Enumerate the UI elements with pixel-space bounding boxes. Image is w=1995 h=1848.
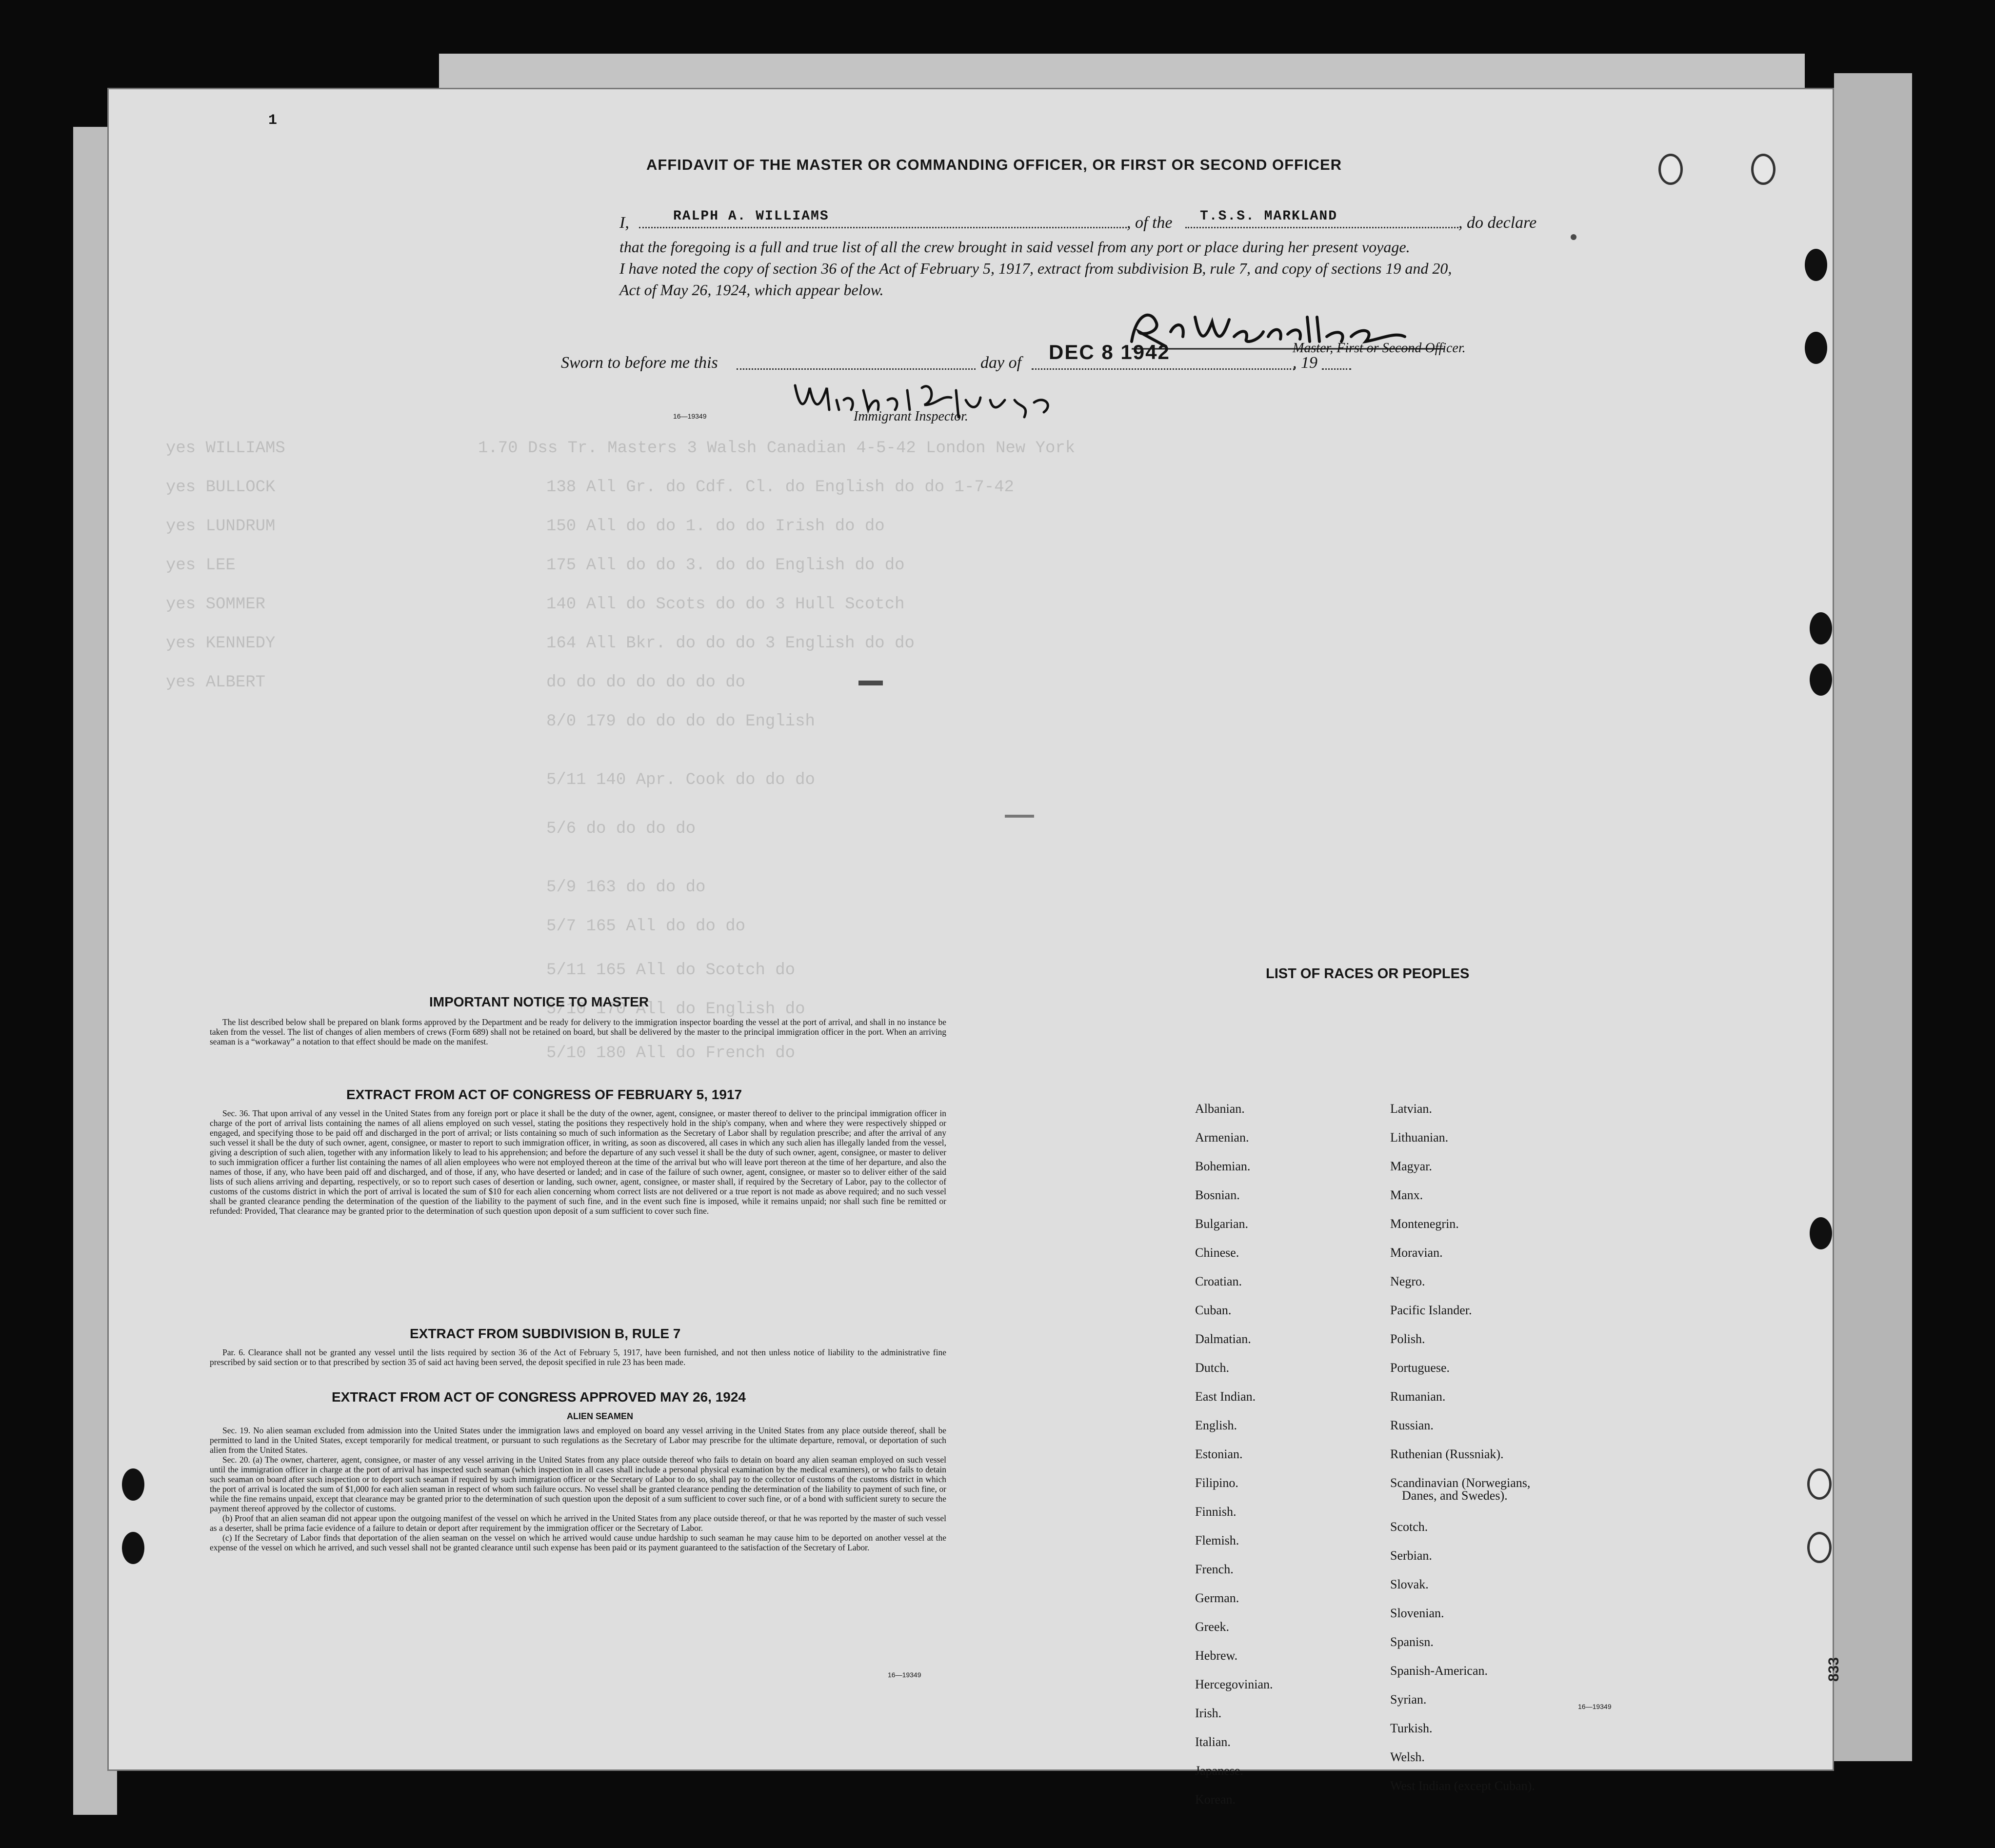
declaration-line-2: I have noted the copy of section 36 of the Act of February 5, 1917, extract from subdivision B, rule 7, and copy of sections 19 and 20, [619,260,1452,277]
vessel-name: T.S.S. MARKLAND [1200,209,1338,224]
race-item: Spanish-American. [1390,1664,1488,1678]
race-item: Hebrew. [1195,1648,1238,1663]
race-item: Flemish. [1195,1533,1239,1547]
do-declare-label: , do declare [1458,214,1537,232]
date-stamp: DEC 8 1942 [1049,341,1170,363]
race-item: Filipino. [1195,1476,1238,1490]
race-item: Lithuanian. [1390,1130,1449,1145]
year-prefix: , 19 [1293,354,1317,372]
race-item: Italian. [1195,1735,1231,1749]
extract-rule7-title: EXTRACT FROM SUBDIVISION B, RULE 7 [410,1326,681,1341]
extract-1917-title: EXTRACT FROM ACT OF CONGRESS OF FEBRUARY 5, 1917 [346,1087,742,1102]
races-column-1 [1195,1103,1273,1822]
sec-20b-paragraph: (b) Proof that an alien seaman did not appear upon the outgoing manifest of the vessel on which he arrived in the United States from any place outside thereof, or that he was reported by the master of such vessel as a deserter, shall be prima facie evidence of a failure to detain or deport after requirement by the immigration officer or the Secretary of Labor. [210,1513,946,1533]
race-item: Welsh. [1390,1750,1425,1764]
race-item: Albanian. [1195,1102,1245,1116]
declaration-line-3: Act of May 26, 1924, which appear below. [619,281,884,299]
binder-hole [1810,1217,1832,1249]
race-item: Estonian. [1195,1447,1243,1461]
binder-hole [122,1532,144,1564]
race-item: Dutch. [1195,1361,1230,1375]
binder-hole [1805,249,1827,281]
race-item: Bosnian. [1195,1188,1240,1202]
binder-hole-top-right [1751,154,1776,185]
scan-mark [858,681,883,685]
race-item: Greek. [1195,1620,1230,1634]
corner-mark: 1 [268,112,279,129]
race-item: Korean. [1195,1792,1236,1807]
sworn-year-line [1322,368,1351,370]
race-item: Negro. [1390,1274,1425,1288]
extract-1924-title: EXTRACT FROM ACT OF CONGRESS APPROVED MAY 26, 1924 [332,1389,746,1405]
races-column-2 [1390,1103,1535,1808]
race-item-continuation: Danes, and Swedes). [1402,1488,1508,1503]
race-item: French. [1195,1562,1234,1576]
manifest-page: 1.70 Dss Tr. Masters 3 Walsh Canadian 4-5-42 London New York 138 All Gr. do Cdf. Cl. do English do do 1-7-42 150 All do do 1. do do Irish do do 175 All do do 3. do do English do do 140 All do Scots do do 3 Hull Scotch 164 All Bkr. do do do 3 English do do do do do do do do do 8/0 179 do do do do English 5/11 140 Apr. Cook do do do 5/6 do do do do 5/9 163 do do do 5/7 165 All do do do 5/11 165 All do Scotch do 5/10 170 All do English do 5/10 180 All do French do yes WILLIAMS yes BULLOCK yes LUNDRUM yes LEE yes SOMMER yes KENNEDY yes ALBERT 1 AFFIDAVIT OF THE MASTER OR COMMANDING OFFICER, OR FIRST OR SECOND OFFICER I, RALPH A. WILLIAMS , of the T.S.S. MARKLAND , do declare that the foregoing is a full and true list of all the crew brought in said vessel from any port or place during her present voyage. I have noted the copy of section 36 of the Act of February 5, 1917, extract from subdivision B, rule 7, and copy of sections 19 and 20, Act of May 26, 1924, which appear below. Master, First or Second Officer. Sworn to before me this day of DEC 8 1942 , 19 16—19349 Immigrant Inspector. IMPORTANT NOTICE TO MASTER The list described below shall be prepared on blank forms approved by the Department and be ready for delivery to the immigration inspector boarding the vessel at the port of arrival, and shall in no instance be taken from the vessel. The list of changes of alien members of crews (Form 689) shall not be retained on board, but shall be delivered by the master to the principal immigration officer in the port. When an arriving seaman is a “workaway” a notation to that effect should be made on the manifest. EXTRACT FROM ACT OF CONGRESS OF FEBRUARY 5, 1917 Sec. 36. That upon arrival of any vessel in the United States from any foreign port or place it shall be the duty of the owner, agent, consignee, or master thereof to deliver to the principal immigration officer in charge of the port of arrival lists containing the names of all aliens employed on such vessel, stating the positions they respectively hold in the ship's company, when and where they were respectively shipped or engaged, and specifying those to be paid off and discharged in the port of arrival; or lists containing so much of such information as the Secretary of Labor shall by regulation prescribe; and after the arrival of any such vessel it shall be the duty of such owner, agent, consignee, or master to report to such immigration officer, in writing, as soon as discovered, all cases in which any such alien has illegally landed from the vessel, giving a description of such alien, together with any information likely to lead to his apprehension; and before the departure of any such vessel it shall be the duty of such owner, agent, consignee, or master to deliver to such immigration officer a further list containing the names of all alien employees who were not employed thereon at the time of the arrival but who will leave port thereon at the time of her departure, and also the names of those, if any, who have been paid off and discharged, and of those, if any, who have deserted or landed; and in case of the failure of such owner, agent, consignee, or master so to deliver either of the said lists of such aliens arriving and departing, respectively, or so to report such cases of desertion or landing, such owner, agent, consignee, or master shall, if required by the Secretary of Labor, pay to the collector of customs of the customs district in which the port of arrival is located the sum of $10 for each alien concerning whom correct lists are not delivered or a true report is not made as above required; and no such vessel shall be granted clearance pending the determination of the question of the liability to the payment of such fine, and in the event such fine is imposed, while it remains unpaid; nor shall such fine be remitted or refunded: Provided, That clearance may be granted prior to the determination of such question upon deposit of a sum sufficient to cover such fine. EXTRACT FROM SUBDIVISION B, RULE 7 Par. 6. Clearance shall not be granted any vessel until the lists required by section 36 of the Act of February 5, 1917, have been furnished, and not then unless notice of liability to the administrative fine prescribed by said section or to that prescribed by section 35 of said act having been served, the deposit specified in rule 23 has been made. EXTRACT FROM ACT OF CONGRESS APPROVED MAY 26, 1924 ALIEN SEAMEN Sec. 19. No alien seaman excluded from admission into the United States under the immigration laws and employed on board any vessel arriving in the United States from any place outside thereof, shall be permitted to land in the United States, except temporarily for medical treatment, or pursuant to such regulations as the Secretary of Labor may prescribe for the ultimate departure, removal, or deportation of such alien from the United States. Sec. 20. (a) The owner, charterer, agent, consignee, or master of any vessel arriving in the United States from any place outside thereof who fails to detain on board any alien seaman employed on such vessel until the immigration officer in charge at the port of arrival has inspected such seaman (which inspection in all cases shall include a personal physical examination by the medical examiners), or who fails to detain such seaman on board after such inspection or to deport such seaman if required by such immigration officer or the Secretary of Labor to do so, shall pay to the collector of customs of the customs district in which the port of arrival is located the sum of $1,000 for each alien seaman in respect of whom such failure occurs. No vessel shall be granted clearance pending the determination of the liability to payment of such fine, or while the fine remains unpaid, except that clearance may be granted prior to the determination of such question upon the deposit of a sum sufficient to cover such fine, or of a bond with sufficient surety to secure the payment thereof approved by the collector of customs. (b) Proof that an alien seaman did not appear upon the outgoing manifest of the vessel on which he arrived in the United States from any place outside thereof, or that he was reported by the master of such vessel as a deserter, shall be prima facie evidence of a failure to detain or deport after requirement by the immigration officer or the Secretary of Labor. (c) If the Secretary of Labor finds that deportation of the alien seaman on the vessel on which he arrived would cause undue hardship to such seaman he may cause him to be deported on another vessel at the expense of the vessel on which he arrived, and such vessel shall not be granted clearance until such expense has been paid or its payment guaranteed to the satisfaction of the Secretary of Labor. 16—19349 LIST OF RACES OR PEOPLES Albanian. Armenian. Bohemian. Bosnian. Bulgarian. Chinese. Croatian. Cuban. Dalmatian. Dutch. East Indian. English. Estonian. Filipino. Finnish. Flemish. French. German. Greek. Hebrew. Hercegovinian. Irish. Italian. Japanese. Korean. Latvian. Lithuanian. Magyar. Manx. Montenegrin. Moravian. Negro. Pacific Islander. Polish. Portuguese. Rumanian. Russian. Ruthenian (Russniak). Scandinavian (Norwegians, Danes, and Swedes). Scotch. Serbian. Slovak. Slovenian. Spanisn. Spanish-American. Syrian. Turkish. Welsh. West Indian (except Cuban). 16—19349 [107,88,1834,1771]
binder-hole [1805,332,1827,364]
race-item: Serbian. [1390,1548,1432,1563]
master-name-line [639,227,1127,228]
notice-paragraph: The list described below shall be prepared on blank forms approved by the Department and be ready for delivery to the immigration inspector boarding the vessel at the port of arrival, and shall in no instance be taken from the vessel. The list of changes of alien members of crews (Form 689) shall not be retained on board, but shall be delivered by the master to the principal immigration officer in the port. When an arriving seaman is a “workaway” a notation to that effect should be made on the manifest. [210,1017,946,1046]
extract-1924-text [210,1426,946,1552]
race-item: Latvian. [1390,1102,1432,1116]
sec-20a-paragraph: Sec. 20. (a) The owner, charterer, agent, consignee, or master of any vessel arriving in the United States from any place outside thereof who fails to detain on board any alien seaman employed on such vessel until the immigration officer in charge at the port of arrival has inspected such seaman (which inspection in all cases shall include a personal physical examination by the medical examiners), or who fails to detain such seaman on board after such inspection or to deport such seaman if required by such immigration officer or the Secretary of Labor to do so, shall pay to the collector of customs of the customs district in which the port of arrival is located the sum of $1,000 for each alien seaman in respect of whom such failure occurs. No vessel shall be granted clearance pending the determination of the liability to payment of such fine, or while the fine remains unpaid, except that clearance may be granted prior to the determination of such question upon the deposit of a sum sufficient to cover such fine, or of a bond with sufficient surety to secure the payment thereof approved by the collector of customs. [210,1455,946,1513]
race-item: Dalmatian. [1195,1332,1251,1346]
race-item: Portuguese. [1390,1361,1450,1375]
declaration-line-1: that the foregoing is a full and true list of all the crew brought in said vessel from any port or place during her present voyage. [619,238,1410,256]
sec-20c-paragraph: (c) If the Secretary of Labor finds that deportation of the alien seaman on the vessel on which he arrived would cause undue hardship to such seaman he may cause him to be deported on another vessel at the expense of the vessel on which he arrived, and such vessel shall not be granted clearance until such expense has been paid or its payment guaranteed to the satisfaction of the Secretary of Labor. [210,1533,946,1552]
race-item: Polish. [1390,1332,1425,1346]
of-the-label: , of the [1127,214,1173,232]
vessel-name-line [1185,227,1458,228]
race-item: Slovak. [1390,1577,1429,1591]
scan-mark [1571,234,1576,240]
underlying-sheet-right [1834,73,1912,1761]
sec-19-paragraph: Sec. 19. No alien seaman excluded from admission into the United States under the immigration laws and employed on board any vessel arriving in the United States from any place outside thereof, shall be permitted to land in the United States, except temporarily for medical treatment, or pursuant to such regulations as the Secretary of Labor may prescribe for the ultimate departure, removal, or deportation of such alien from the United States. [210,1426,946,1455]
binder-hole [122,1468,144,1501]
affidavit-i-label: I, [619,214,629,232]
race-item: Armenian. [1195,1130,1249,1145]
scan-mark [1005,815,1034,818]
race-item: Croatian. [1195,1274,1242,1288]
inspector-caption: Immigrant Inspector. [854,409,968,424]
race-item: Montenegrin. [1390,1217,1459,1231]
race-item: Syrian. [1390,1692,1427,1707]
master-name: RALPH A. WILLIAMS [673,209,829,224]
extract-rule7-text [210,1347,946,1367]
race-item: Manx. [1390,1188,1423,1202]
binder-hole [1810,612,1832,644]
race-item: Chinese. [1195,1245,1239,1260]
notice-text [210,1017,946,1046]
race-item: Slovenian. [1390,1606,1444,1620]
binder-hole-open [1807,1532,1832,1563]
races-title: LIST OF RACES OR PEOPLES [1266,966,1470,982]
race-item: Scotch. [1390,1520,1428,1534]
affidavit-form-code: 16—19349 [673,412,707,420]
race-item: Scandinavian (Norwegians, [1390,1476,1531,1490]
day-of-label: day of [980,354,1022,372]
alien-seamen-subtitle: ALIEN SEAMEN [566,1411,633,1421]
sworn-day-line [737,368,976,370]
sworn-label: Sworn to before me this [561,354,718,372]
sworn-month-line [1032,368,1295,370]
extract-1917-text [210,1108,946,1216]
race-item: Turkish. [1390,1721,1433,1735]
sec-36-paragraph: Sec. 36. That upon arrival of any vessel in the United States from any foreign port or place it shall be the duty of the owner, agent, consignee, or master thereof to deliver to the principal immigration officer in charge of the port of arrival lists containing the names of all aliens employed on such vessel, stating the positions they respectively hold in the ship's company, when and where they were respectively shipped or engaged, and specifying those to be paid off and discharged in the port of arrival; or lists containing so much of such information as the Secretary of Labor shall by regulation prescribe; and after the arrival of any such vessel it shall be the duty of such owner, agent, consignee, or master to report to such immigration officer, in writing, as soon as discovered, all cases in which any such alien has illegally landed from the vessel, giving a description of such alien, together with any information likely to lead to his apprehension; and before the departure of any such vessel it shall be the duty of such owner, agent, consignee, or master to deliver to such immigration officer a further list containing the names of all alien employees who were not employed thereon at the time of the arrival but who will leave port thereon at the time of her departure, and also the names of those, if any, who have been paid off and discharged, and of those, if any, who have deserted or landed; and in case of the failure of such owner, agent, consignee, or master so to deliver either of the said lists of such aliens arriving and departing, respectively, or so to report such cases of desertion or landing, such owner, agent, consignee, or master shall, if required by the Secretary of Labor, pay to the collector of customs of the customs district in which the port of arrival is located the sum of $10 for each alien concerning whom correct lists are not delivered or a true report is not made as above required; and no such vessel shall be granted clearance pending the determination of the question of the liability to the payment of such fine, and in the event such fine is imposed, while it remains unpaid; nor shall such fine be remitted or refunded: Provided, That clearance may be granted prior to the determination of such question upon deposit of a sum sufficient to cover such fine. [210,1108,946,1216]
extract-form-code: 16—19349 [888,1671,921,1679]
race-item: Rumanian. [1390,1389,1446,1404]
race-item: Hercegovinian. [1195,1677,1273,1691]
race-item-scandinavian [1390,1477,1535,1521]
notice-title: IMPORTANT NOTICE TO MASTER [429,994,649,1009]
binder-hole-top-left [1658,154,1683,185]
race-item: Spanisn. [1390,1635,1434,1649]
race-item: Japanese. [1195,1764,1243,1778]
binder-hole-open [1807,1468,1832,1500]
race-item: Magyar. [1390,1159,1432,1173]
binder-hole [1810,663,1832,696]
race-item: English. [1195,1418,1237,1432]
race-item: Irish. [1195,1706,1222,1720]
race-item: West Indian (except Cuban). [1390,1779,1535,1793]
race-item: Russian. [1390,1418,1434,1432]
race-item: Pacific Islander. [1390,1303,1472,1317]
affidavit-title: AFFIDAVIT OF THE MASTER OR COMMANDING OFFICER, OR FIRST OR SECOND OFFICER [646,156,1342,173]
race-item: Cuban. [1195,1303,1232,1317]
par-6-paragraph: Par. 6. Clearance shall not be granted any vessel until the lists required by section 36 of the Act of February 5, 1917, have been furnished, and not then unless notice of liability to the administrative fine prescribed by said section or to that prescribed by section 35 of said act having been served, the deposit specified in rule 23 has been made. [210,1347,946,1367]
races-form-code: 16—19349 [1578,1703,1612,1710]
race-item: Bohemian. [1195,1159,1251,1173]
stamp-number: 833 [1826,1657,1842,1682]
race-item: Finnish. [1195,1505,1237,1519]
race-item: Moravian. [1390,1245,1443,1260]
master-caption: Master, First or Second Officer. [1293,341,1466,356]
race-item: East Indian. [1195,1389,1256,1404]
race-item: German. [1195,1591,1239,1605]
race-item: Ruthenian (Russniak). [1390,1447,1504,1461]
race-item: Bulgarian. [1195,1217,1249,1231]
